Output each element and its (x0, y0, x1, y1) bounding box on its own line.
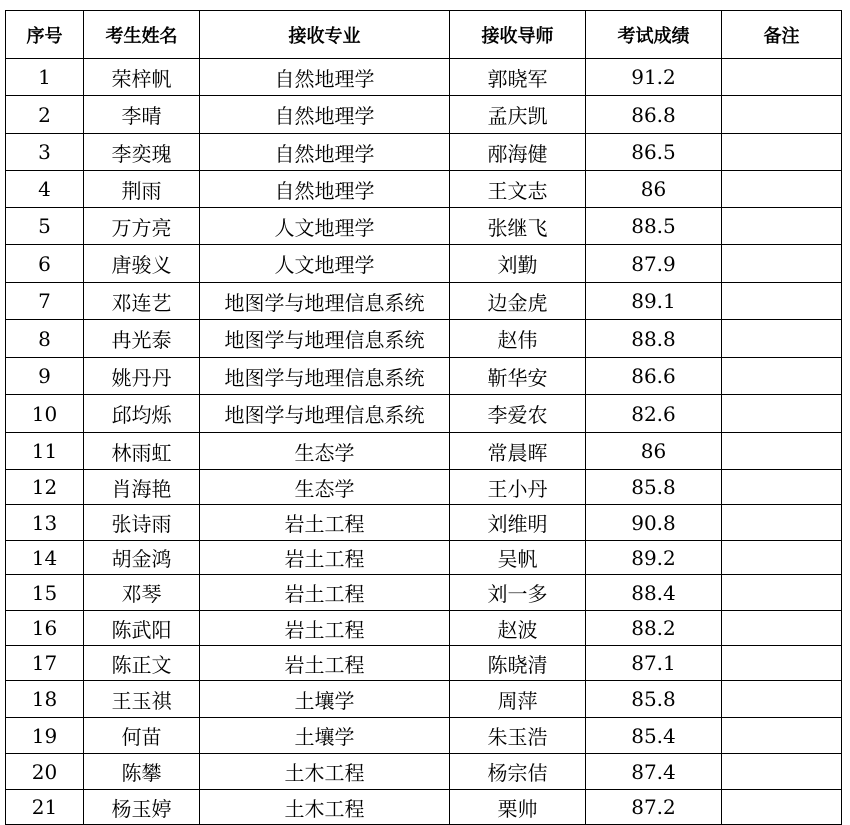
score-cell: 89.1 (586, 283, 722, 320)
header-score: 考试成绩 (586, 11, 722, 59)
header-row (6, 11, 842, 59)
name-cell: 陈武阳 (84, 611, 200, 646)
index-cell: 7 (6, 283, 84, 320)
remark-cell (722, 575, 842, 611)
name-cell: 荣梓帆 (84, 59, 200, 96)
index-cell: 10 (6, 395, 84, 433)
name-cell: 肖海艳 (84, 470, 200, 505)
major-cell: 土壤学 (200, 681, 450, 718)
remark-cell (722, 681, 842, 718)
header-advisor: 接收导师 (450, 11, 586, 59)
table-row (6, 505, 842, 541)
major-cell: 岩土工程 (200, 611, 450, 646)
major-cell: 土木工程 (200, 754, 450, 790)
table-row (6, 470, 842, 505)
advisor-cell: 吴帆 (450, 541, 586, 575)
header-index: 序号 (6, 11, 84, 59)
name-cell: 胡金鸿 (84, 541, 200, 575)
name-cell: 万方亮 (84, 208, 200, 245)
name-cell: 姚丹丹 (84, 358, 200, 395)
remark-cell (722, 320, 842, 358)
table-row (6, 134, 842, 171)
score-cell: 87.4 (586, 754, 722, 790)
header-remark: 备注 (722, 11, 842, 59)
table-row (6, 790, 842, 825)
score-cell: 86 (586, 171, 722, 208)
score-cell: 88.4 (586, 575, 722, 611)
major-cell: 地图学与地理信息系统 (200, 395, 450, 433)
score-cell: 86.5 (586, 134, 722, 171)
table-row (6, 754, 842, 790)
major-cell: 地图学与地理信息系统 (200, 358, 450, 395)
table-row (6, 611, 842, 646)
remark-cell (722, 754, 842, 790)
advisor-cell: 郭晓军 (450, 59, 586, 96)
advisor-cell: 栗帅 (450, 790, 586, 825)
index-cell: 16 (6, 611, 84, 646)
table-row (6, 171, 842, 208)
score-cell: 87.2 (586, 790, 722, 825)
index-cell: 8 (6, 320, 84, 358)
advisor-cell: 孟庆凯 (450, 96, 586, 134)
index-cell: 9 (6, 358, 84, 395)
remark-cell (722, 541, 842, 575)
remark-cell (722, 790, 842, 825)
remark-cell (722, 718, 842, 754)
score-cell: 89.2 (586, 541, 722, 575)
major-cell: 生态学 (200, 470, 450, 505)
score-cell: 86.6 (586, 358, 722, 395)
remark-cell (722, 171, 842, 208)
admission-table (5, 10, 842, 825)
index-cell: 18 (6, 681, 84, 718)
remark-cell (722, 646, 842, 681)
name-cell: 邓连艺 (84, 283, 200, 320)
advisor-cell: 王文志 (450, 171, 586, 208)
major-cell: 自然地理学 (200, 134, 450, 171)
index-cell: 12 (6, 470, 84, 505)
advisor-cell: 赵波 (450, 611, 586, 646)
advisor-cell: 周萍 (450, 681, 586, 718)
major-cell: 土木工程 (200, 790, 450, 825)
major-cell: 自然地理学 (200, 59, 450, 96)
advisor-cell: 杨宗佶 (450, 754, 586, 790)
advisor-cell: 王小丹 (450, 470, 586, 505)
name-cell: 李奕瑰 (84, 134, 200, 171)
remark-cell (722, 134, 842, 171)
score-cell: 85.8 (586, 681, 722, 718)
remark-cell (722, 245, 842, 283)
advisor-cell: 陈晓清 (450, 646, 586, 681)
advisor-cell: 边金虎 (450, 283, 586, 320)
advisor-cell: 赵伟 (450, 320, 586, 358)
index-cell: 3 (6, 134, 84, 171)
remark-cell (722, 283, 842, 320)
table-row (6, 320, 842, 358)
name-cell: 邓琴 (84, 575, 200, 611)
name-cell: 唐骏义 (84, 245, 200, 283)
remark-cell (722, 433, 842, 470)
index-cell: 5 (6, 208, 84, 245)
major-cell: 岩土工程 (200, 646, 450, 681)
score-cell: 85.8 (586, 470, 722, 505)
major-cell: 自然地理学 (200, 171, 450, 208)
remark-cell (722, 395, 842, 433)
name-cell: 李晴 (84, 96, 200, 134)
table-row (6, 718, 842, 754)
name-cell: 杨玉婷 (84, 790, 200, 825)
major-cell: 岩土工程 (200, 541, 450, 575)
major-cell: 地图学与地理信息系统 (200, 283, 450, 320)
score-cell: 88.5 (586, 208, 722, 245)
table-row (6, 433, 842, 470)
index-cell: 20 (6, 754, 84, 790)
remark-cell (722, 96, 842, 134)
table-row (6, 245, 842, 283)
advisor-cell: 邴海健 (450, 134, 586, 171)
advisor-cell: 刘一多 (450, 575, 586, 611)
table-row (6, 681, 842, 718)
table-row (6, 208, 842, 245)
major-cell: 岩土工程 (200, 575, 450, 611)
index-cell: 15 (6, 575, 84, 611)
table-row (6, 358, 842, 395)
remark-cell (722, 59, 842, 96)
remark-cell (722, 470, 842, 505)
score-cell: 90.8 (586, 505, 722, 541)
index-cell: 17 (6, 646, 84, 681)
index-cell: 2 (6, 96, 84, 134)
table-row (6, 646, 842, 681)
score-cell: 85.4 (586, 718, 722, 754)
index-cell: 6 (6, 245, 84, 283)
major-cell: 岩土工程 (200, 505, 450, 541)
name-cell: 张诗雨 (84, 505, 200, 541)
advisor-cell: 刘维明 (450, 505, 586, 541)
remark-cell (722, 358, 842, 395)
major-cell: 人文地理学 (200, 208, 450, 245)
major-cell: 生态学 (200, 433, 450, 470)
table-row (6, 541, 842, 575)
index-cell: 1 (6, 59, 84, 96)
index-cell: 4 (6, 171, 84, 208)
header-name: 考生姓名 (84, 11, 200, 59)
advisor-cell: 李爱农 (450, 395, 586, 433)
index-cell: 11 (6, 433, 84, 470)
score-cell: 91.2 (586, 59, 722, 96)
name-cell: 何苗 (84, 718, 200, 754)
table-body (6, 59, 842, 825)
table-row (6, 283, 842, 320)
remark-cell (722, 505, 842, 541)
score-cell: 87.1 (586, 646, 722, 681)
name-cell: 邱均烁 (84, 395, 200, 433)
table-row (6, 59, 842, 96)
score-cell: 82.6 (586, 395, 722, 433)
major-cell: 地图学与地理信息系统 (200, 320, 450, 358)
index-cell: 21 (6, 790, 84, 825)
remark-cell (722, 611, 842, 646)
name-cell: 林雨虹 (84, 433, 200, 470)
name-cell: 陈正文 (84, 646, 200, 681)
table-row (6, 96, 842, 134)
remark-cell (722, 208, 842, 245)
table-row (6, 395, 842, 433)
advisor-cell: 常晨晖 (450, 433, 586, 470)
score-cell: 88.8 (586, 320, 722, 358)
name-cell: 王玉祺 (84, 681, 200, 718)
score-cell: 86 (586, 433, 722, 470)
advisor-cell: 朱玉浩 (450, 718, 586, 754)
advisor-cell: 张继飞 (450, 208, 586, 245)
major-cell: 人文地理学 (200, 245, 450, 283)
index-cell: 13 (6, 505, 84, 541)
advisor-cell: 刘勤 (450, 245, 586, 283)
major-cell: 土壤学 (200, 718, 450, 754)
advisor-cell: 靳华安 (450, 358, 586, 395)
score-cell: 86.8 (586, 96, 722, 134)
header-major: 接收专业 (200, 11, 450, 59)
name-cell: 冉光泰 (84, 320, 200, 358)
major-cell: 自然地理学 (200, 96, 450, 134)
name-cell: 荆雨 (84, 171, 200, 208)
index-cell: 19 (6, 718, 84, 754)
index-cell: 14 (6, 541, 84, 575)
score-cell: 88.2 (586, 611, 722, 646)
table-row (6, 575, 842, 611)
score-cell: 87.9 (586, 245, 722, 283)
name-cell: 陈攀 (84, 754, 200, 790)
